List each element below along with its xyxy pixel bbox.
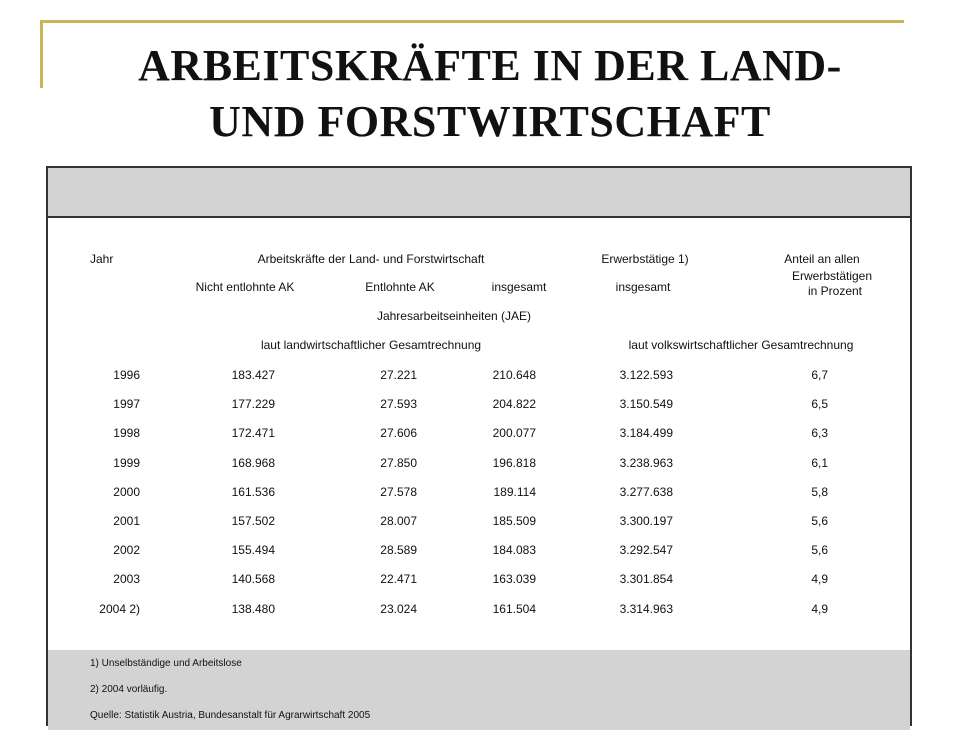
cell-anteil: 6,5 [811,397,828,412]
header-jahr: Jahr [90,252,114,266]
header-anteil-line2: Erwerbstätigen [791,269,873,283]
cell-entlohnt: 27.850 [380,455,417,470]
cell-jahr: 2002 [113,543,140,558]
cell-nicht-entlohnt: 183.427 [231,368,275,382]
cell-nicht-entlohnt: 168.968 [231,455,275,470]
cell-anteil: 4,9 [811,572,828,587]
title-accent-bar [40,20,43,88]
header-entlohnt: Entlohnte AK [365,280,435,294]
cell-anteil: 6,1 [811,455,828,470]
header-volkswirtschaftlich: laut volkswirtschaftlicher Gesamtrechnung [628,338,854,352]
cell-anteil: 5,6 [811,543,828,558]
cell-jahr: 1997 [113,397,140,412]
cell-insgesamt: 161.504 [492,601,536,616]
title-line-2: UND FORSTWIRTSCHAFT [209,97,771,146]
cell-anteil: 5,8 [811,484,828,499]
cell-insgesamt: 200.077 [492,426,536,441]
cell-insgesamt: 204.822 [492,397,536,412]
header-landwirtschaftlich: laut landwirtschaftlicher Gesamtrechnung [260,338,482,352]
cell-insgesamt: 185.509 [492,514,536,528]
header-erwerbstaetige-insgesamt: insgesamt [615,280,671,294]
cell-entlohnt: 27.606 [380,426,417,441]
cell-nicht-entlohnt: 161.536 [231,484,275,499]
cell-entlohnt: 27.221 [380,368,417,382]
header-anteil-line1: Anteil an allen [784,252,860,266]
cell-anteil: 4,9 [811,601,828,616]
cell-anteil: 6,3 [811,426,828,441]
cell-insgesamt: 184.083 [492,543,536,558]
cell-entlohnt: 28.007 [380,514,417,528]
header-nicht-entlohnt: Nicht entlohnte AK [195,280,295,294]
source-note: Quelle: Statistik Austria, Bundesanstalt für Agrarwirtschaft 2005 [90,710,371,721]
cell-jahr: 1996 [113,368,140,382]
cell-entlohnt: 23.024 [380,601,417,616]
header-anteil-line3: in Prozent [807,284,863,298]
title-line-1: ARBEITSKRÄFTE IN DER LAND- [138,41,842,90]
cell-jahr: 2000 [113,484,140,499]
cell-erwerbstaetige: 3.122.593 [619,368,673,382]
cell-nicht-entlohnt: 155.494 [231,543,275,558]
cell-anteil: 5,6 [811,514,828,528]
cell-entlohnt: 27.578 [380,484,417,499]
cell-erwerbstaetige: 3.292.547 [619,543,673,558]
cell-nicht-entlohnt: 177.229 [231,397,275,412]
cell-anteil: 6,7 [811,368,828,382]
cell-jahr: 2004 2) [99,601,140,616]
cell-jahr: 1998 [113,426,140,441]
cell-erwerbstaetige: 3.300.197 [619,514,673,528]
cell-insgesamt: 196.818 [492,455,536,470]
data-table [46,166,912,726]
footnote-2: 2) 2004 vorläufig. [90,684,168,695]
footnote-1: 1) Unselbständige und Arbeitslose [90,658,242,669]
header-arbeitskraefte: Arbeitskräfte der Land- und Forstwirtschaft [257,252,485,266]
title-accent-line [40,20,904,23]
cell-insgesamt: 210.648 [492,368,536,382]
cell-jahr: 1999 [113,455,140,470]
cell-nicht-entlohnt: 138.480 [231,601,275,616]
cell-erwerbstaetige: 3.150.549 [619,397,673,412]
cell-jahr: 2001 [113,514,140,528]
table-header-band [48,168,910,218]
cell-erwerbstaetige: 3.238.963 [619,455,673,470]
header-insgesamt: insgesamt [491,280,547,294]
cell-entlohnt: 27.593 [380,397,417,412]
cell-insgesamt: 189.114 [493,484,536,499]
cell-insgesamt: 163.039 [492,572,536,587]
cell-erwerbstaetige: 3.277.638 [619,484,673,499]
cell-nicht-entlohnt: 140.568 [231,572,275,587]
page-title [60,38,920,150]
cell-erwerbstaetige: 3.314.963 [619,601,673,616]
header-erwerbstaetige: Erwerbstätige 1) [601,252,689,266]
cell-jahr: 2003 [113,572,140,587]
cell-entlohnt: 22.471 [380,572,417,587]
header-jae: Jahresarbeitseinheiten (JAE) [376,309,532,323]
cell-erwerbstaetige: 3.301.854 [619,572,673,587]
footnotes-band [48,650,910,730]
cell-entlohnt: 28.589 [380,543,417,558]
cell-erwerbstaetige: 3.184.499 [619,426,673,441]
cell-nicht-entlohnt: 172.471 [231,426,275,441]
cell-nicht-entlohnt: 157.502 [231,514,275,528]
